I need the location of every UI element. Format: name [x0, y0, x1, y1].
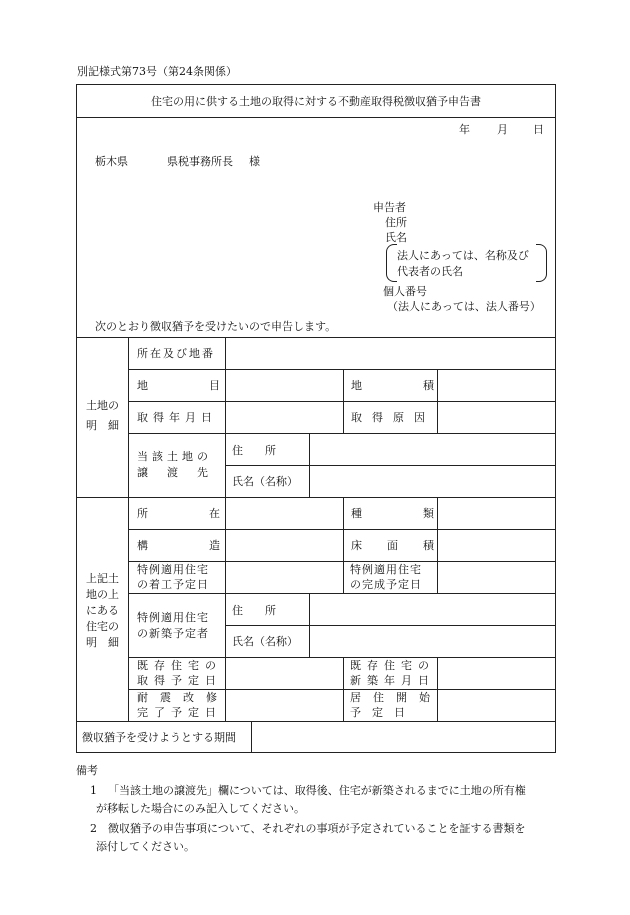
applicant-heading: 申告者 [373, 201, 406, 214]
house-quake-label-2: 完了予定日 [137, 706, 222, 719]
house-section-label-1: 上記土 [86, 572, 119, 585]
house-floor-area-label-2: 面 [387, 539, 398, 552]
note-2-line1: 徴収猶予の申告事項について、それぞれの事項が予定されていることを証する書類を [108, 822, 526, 835]
land-section-label-1: 土地の [86, 399, 119, 412]
date-month-label: 月 [497, 123, 508, 136]
date-year-label: 年 [459, 123, 470, 136]
house-move-in-label-1: 居住開始 [350, 691, 442, 704]
house-kind-label: 種 [351, 507, 362, 520]
house-builder-label-1: 特例適用住宅 [137, 611, 209, 624]
land-transferee-label-1: 当該土地の [137, 450, 212, 463]
note-2-num: 2 [90, 822, 97, 835]
house-complete-label-2: の完成予定日 [350, 578, 422, 591]
right-bracket [536, 244, 547, 282]
house-builder-address-label: 住 所 [232, 604, 276, 617]
house-complete-label-1: 特例適用住宅 [350, 563, 422, 576]
note-2-line2: 添付してください。 [96, 840, 195, 853]
form-frame [76, 84, 556, 753]
house-existing-acq-label-1: 既存住宅の [137, 659, 222, 672]
note-1-num: 1 [90, 784, 97, 797]
applicant-corp-note-1: 法人にあっては、名称及び [397, 249, 529, 262]
land-transferee-name-label: 氏名（名称） [232, 475, 298, 488]
land-transferee-address-label: 住 所 [232, 444, 276, 457]
house-floor-area-label: 床 [351, 539, 362, 552]
house-section-label-2: 地の上 [86, 588, 119, 601]
house-section-label-4: 住宅の [86, 620, 119, 633]
house-section-label [77, 571, 128, 651]
note-1-line2: が移転した場合にのみ記入してください。 [96, 802, 305, 815]
land-category-label-2: 目 [209, 379, 220, 392]
applicant-name-label: 氏名 [385, 231, 407, 244]
deferral-period-label: 徴収猶予を受けようとする期間 [82, 731, 236, 744]
house-existing-built-label-1: 既存住宅の [350, 659, 435, 672]
note-1-line1: 「当該土地の譲渡先」欄については、取得後、住宅が新築されるまでに土地の所有権 [108, 784, 526, 797]
applicant-id-note: （法人にあっては、法人番号） [387, 300, 541, 313]
notes-heading: 備考 [76, 764, 98, 777]
land-area-label: 地 [351, 379, 362, 392]
land-section-label-2: 明 細 [86, 419, 119, 432]
land-area-label-2: 積 [423, 379, 434, 392]
house-structure-label-2: 造 [209, 539, 220, 552]
addressee-honorific: 様 [249, 155, 260, 168]
house-start-label-1: 特例適用住宅 [137, 563, 209, 576]
addressee-office: 県税事務所長 [167, 155, 233, 168]
form-title: 住宅の用に供する土地の取得に対する不動産取得税徴収猶予申告書 [151, 95, 481, 108]
applicant-address-label: 住所 [385, 216, 407, 229]
date-day-label: 日 [533, 123, 544, 136]
land-category-label: 地 [137, 379, 148, 392]
applicant-corp-note-2: 代表者の氏名 [397, 265, 463, 278]
applicant-id-label: 個人番号 [383, 285, 427, 298]
house-existing-built-label-2: 新築年月日 [350, 674, 435, 687]
house-location-label-2: 在 [209, 507, 220, 520]
divider [77, 117, 555, 118]
house-start-label-2: の着工予定日 [137, 578, 209, 591]
left-bracket [386, 244, 397, 282]
house-structure-label: 構 [137, 539, 148, 552]
house-location-label: 所 [137, 507, 148, 520]
declaration-text: 次のとおり徴収猶予を受けたいので申告します。 [95, 320, 337, 333]
house-kind-label-2: 類 [423, 507, 434, 520]
house-existing-acq-label-2: 取得予定日 [137, 674, 222, 687]
land-acq-date-label: 取得年月日 [137, 411, 217, 424]
addressee-prefecture: 栃木県 [95, 155, 128, 168]
house-move-in-label-2: 予 定 日 [350, 706, 405, 719]
form-label: 別記様式第73号（第24条関係） [77, 65, 237, 78]
house-builder-label-2: の新築予定者 [137, 627, 209, 640]
house-builder-name-label: 氏名（名称） [232, 635, 298, 648]
land-location-label: 所在及び地番 [137, 347, 215, 360]
house-section-label-3: にある [86, 604, 119, 617]
land-transferee-label-2: 譲 渡 先 [137, 466, 212, 479]
land-acq-cause-label: 取得原因 [351, 411, 435, 424]
house-section-label-5: 明 細 [86, 636, 119, 649]
house-quake-label-1: 耐震改修 [137, 691, 229, 704]
house-floor-area-label-3: 積 [423, 539, 434, 552]
